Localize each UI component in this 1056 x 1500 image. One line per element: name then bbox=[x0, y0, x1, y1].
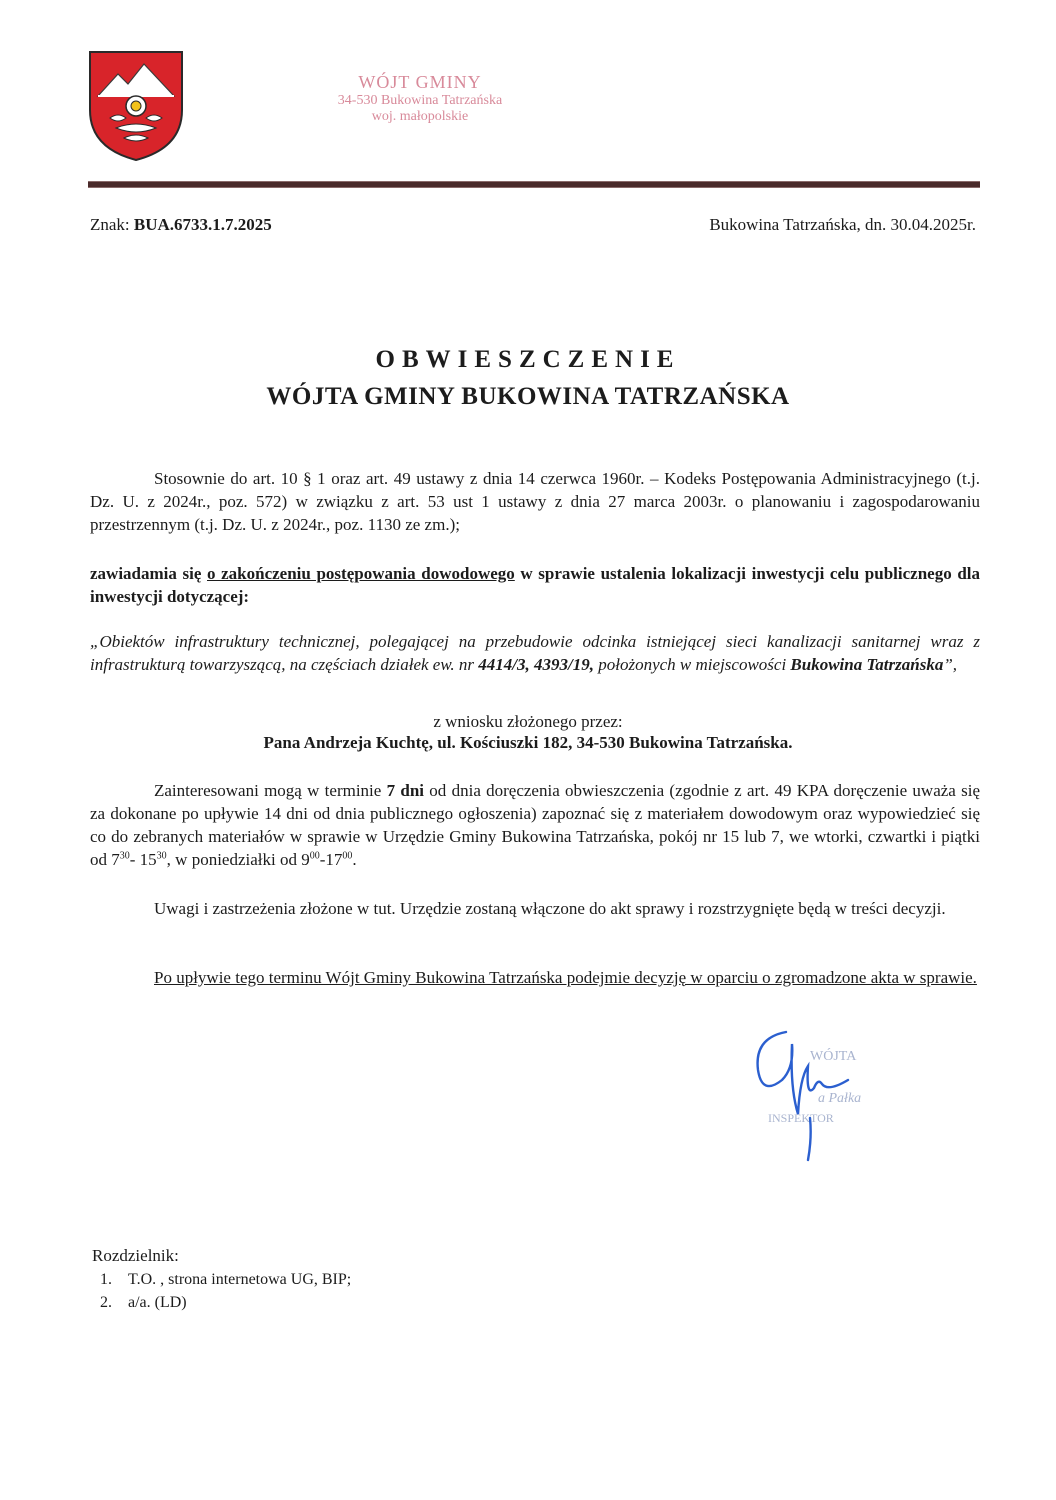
notice-text-underlined: o zakończeniu postępowania dowodowego bbox=[207, 564, 515, 583]
legal-basis-paragraph: Stosownie do art. 10 § 1 oraz art. 49 ustawy z dnia 14 czerwca 1960r. – Kodeks Postępowania Administracyjnego (t.j. Dz. U. z 2024r., poz. 572) w związku z art. 53 ust 1 ustawy z dnia 27 marca 2003r. o planowaniu i zagospodarowaniu przestrzennym (t.j. Dz. U. z 2024r., poz. 1130 ze zm.); bbox=[90, 469, 980, 534]
time-sup-2: 30 bbox=[156, 850, 167, 862]
decision-paragraph: Po upływie tego terminu Wójt Gminy Bukowina Tatrzańska podejmie decyzję w oparciu o zgromadzone akta w sprawie. bbox=[154, 968, 977, 987]
investment-place: Bukowina Tatrzańska bbox=[790, 655, 944, 674]
time-sup-3: 00 bbox=[309, 850, 320, 862]
distribution-item-number: 2. bbox=[100, 1294, 112, 1311]
time-sup-4: 00 bbox=[342, 850, 353, 862]
notice-paragraph bbox=[90, 562, 980, 608]
access-info-paragraph bbox=[90, 779, 980, 871]
header-divider bbox=[88, 181, 980, 188]
distribution-item-text: T.O. , strona internetowa UG, BIP; bbox=[128, 1271, 352, 1288]
reference-value: BUA.6733.1.7.2025 bbox=[133, 215, 272, 234]
signature-stamp-line-2: a Pałka bbox=[818, 1091, 862, 1106]
investment-text-c: ”, bbox=[943, 655, 958, 674]
application-label: z wniosku złożonego przez: bbox=[433, 712, 623, 731]
signature-stamp-line-3: INSPEKTOR bbox=[768, 1111, 834, 1125]
stamp-line-3: woj. małopolskie bbox=[371, 108, 469, 124]
distribution-item-number: 1. bbox=[100, 1271, 112, 1288]
access-text-c: - 15 bbox=[129, 850, 157, 869]
access-text-f: . bbox=[352, 850, 357, 869]
signature-stamp-line-1: WÓJTA bbox=[810, 1049, 857, 1064]
access-text-d: , w poniedziałki od 9 bbox=[166, 850, 310, 869]
investment-text-b: położonych w miejscowości bbox=[594, 655, 791, 674]
coat-of-arms-logo bbox=[88, 50, 184, 162]
investment-text-a: „Obiektów infrastruktury technicznej, polegającej na przebudowie odcinka istniejącej sieci kanalizacji sanitarnej wraz z infrastrukturą towarzyszącą, na częściach działek ew. nr bbox=[90, 632, 980, 674]
document-title: OBWIESZCZENIE bbox=[375, 346, 681, 373]
distribution-item bbox=[100, 1268, 351, 1291]
reference-number bbox=[90, 215, 272, 235]
distribution-item bbox=[100, 1291, 351, 1314]
applicant-name: Pana Andrzeja Kuchtę, ul. Kościuszki 182, 34-530 Bukowina Tatrzańska. bbox=[263, 733, 793, 752]
distribution-list bbox=[100, 1268, 351, 1314]
access-text-e: -17 bbox=[319, 850, 343, 869]
notice-text-b: w sprawie ustalenia lokalizacji inwestycji celu publicznego dla inwestycji dotyczącej: bbox=[90, 564, 980, 606]
stamp-line-1: WÓJT GMINY bbox=[358, 72, 482, 92]
access-text-b: od dnia doręczenia obwieszczenia (zgodnie z art. 49 KPA doręczenie uważa się za dokonane po upływie 14 dni od dnia publicznego ogłoszenia) zapoznać się z materiałem dowodowym oraz wypowiedzieć się co do zebranych materiałów w sprawie w Urzędzie Gminy Bukowina Tatrzańska, pokój nr 15 lub 7, we wtorki, czwartki i piątki od 7 bbox=[90, 781, 980, 869]
deadline-days: 7 dni bbox=[386, 781, 425, 800]
reference-label: Znak: bbox=[90, 215, 134, 234]
distribution-heading: Rozdzielnik: bbox=[92, 1246, 179, 1265]
office-stamp bbox=[300, 72, 540, 125]
parcel-numbers: 4414/3, 4393/19, bbox=[478, 655, 594, 674]
stamp-line-2: 34-530 Bukowina Tatrzańska bbox=[337, 92, 503, 108]
document-subtitle: WÓJTA GMINY BUKOWINA TATRZAŃSKA bbox=[266, 383, 790, 410]
access-text-a: Zainteresowani mogą w terminie bbox=[154, 781, 387, 800]
investment-description bbox=[90, 630, 980, 676]
remarks-paragraph: Uwagi i zastrzeżenia złożone w tut. Urzędzie zostaną włączone do akt sprawy i rozstrzygnięte będą w treści decyzji. bbox=[154, 899, 946, 918]
document-date: Bukowina Tatrzańska, dn. 30.04.2025r. bbox=[709, 215, 976, 234]
time-sup-1: 30 bbox=[119, 850, 130, 862]
distribution-item-text: a/a. (LD) bbox=[128, 1294, 187, 1311]
notice-text-a: zawiadamia się bbox=[90, 564, 208, 583]
signature-stamp bbox=[748, 1018, 888, 1168]
